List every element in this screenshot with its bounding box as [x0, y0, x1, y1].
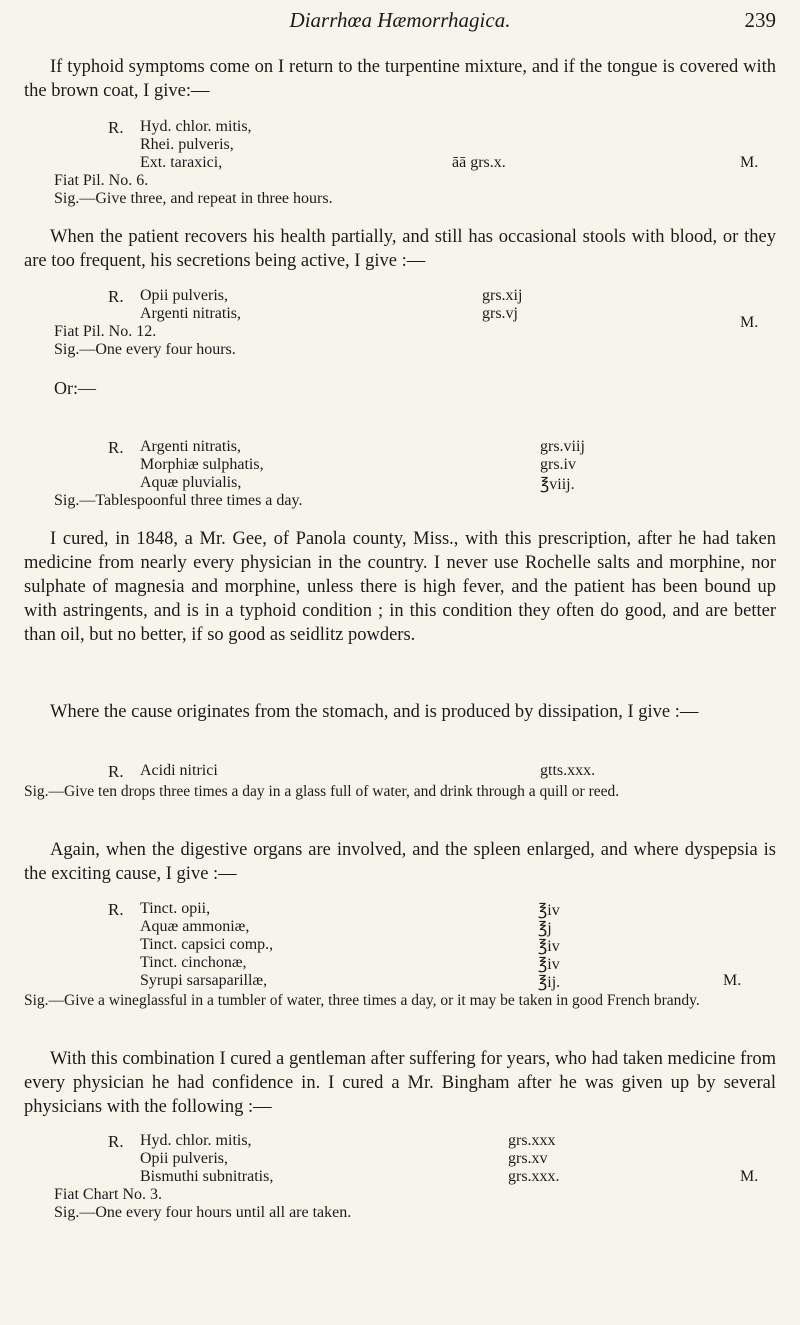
paragraph-4: Where the cause originates from the stomach, and is produced by dissipation, I give :— — [50, 702, 699, 722]
rx-fiat: Fiat Pil. No. 12. — [54, 323, 157, 340]
or-label: Or:— — [54, 378, 96, 398]
rx-dose: ℥ij. — [538, 974, 561, 991]
rx-dose: grs.viij — [540, 438, 585, 455]
rx-ingredient: Ext. taraxici, — [140, 154, 223, 171]
page-number: 239 — [744, 8, 776, 32]
rx-dose: gtts.xxx. — [540, 762, 596, 779]
rx-dose: āā grs.x. — [452, 154, 506, 171]
rx-symbol: R. — [108, 762, 124, 781]
running-header — [0, 8, 800, 38]
paragraph-5: Again, when the digestive organs are involved, and the spleen enlarged, and where dyspepsia is the exciting cause, I give :— — [24, 840, 776, 884]
rx-dose: grs.vj — [482, 305, 518, 322]
rx-symbol: R. — [108, 1132, 124, 1151]
running-title: Diarrhœa Hæmorrhagica. — [289, 8, 511, 32]
rx-mix-mark: M. — [740, 154, 759, 171]
rx-dose: ℥iv — [538, 902, 560, 919]
rx-dose: ℥iv — [538, 956, 560, 973]
rx-symbol: R. — [108, 900, 124, 919]
rx-dose: ℥j — [538, 920, 552, 937]
rx-dose: grs.iv — [540, 456, 576, 473]
paragraph-2: When the patient recovers his health partially, and still has occasional stools with blood, or they are too frequent, his secretions being active, I give :— — [24, 227, 776, 271]
rx-symbol: R. — [108, 118, 124, 137]
rx-signa: Sig.—Give ten drops three times a day in a glass full of water, and drink through a quill or reed. — [24, 783, 620, 800]
rx-mix-mark: M. — [740, 314, 759, 331]
rx-ingredient: Bismuthi subnitratis, — [140, 1168, 274, 1185]
rx-ingredient: Tinct. cinchonæ, — [140, 954, 247, 971]
rx-ingredient: Syrupi sarsaparillæ, — [140, 972, 268, 989]
rx-dose: ℥iv — [538, 938, 560, 955]
rx-ingredient: Opii pulveris, — [140, 1150, 228, 1167]
paragraph-1: If typhoid symptoms come on I return to the turpentine mixture, and if the tongue is covered with the brown coat, I give:— — [24, 57, 776, 101]
rx-signa: Sig.—Tablespoonful three times a day. — [54, 492, 303, 509]
rx-ingredient: Hyd. chlor. mitis, — [140, 1132, 252, 1149]
rx-signa: Sig.—Give a wineglassful in a tumbler of water, three times a day, or it may be taken in good French brandy. — [24, 992, 700, 1009]
rx-fiat: Fiat Chart No. 3. — [54, 1186, 162, 1203]
rx-dose: grs.xij — [482, 287, 523, 304]
rx-ingredient: Tinct. capsici comp., — [140, 936, 274, 953]
rx-ingredient: Tinct. opii, — [140, 900, 211, 917]
rx-dose: grs.xv — [508, 1150, 548, 1167]
rx-ingredient: Argenti nitratis, — [140, 305, 242, 322]
rx-ingredient: Aquæ ammoniæ, — [140, 918, 250, 935]
rx-ingredient: Opii pulveris, — [140, 287, 228, 304]
rx-dose: grs.xxx — [508, 1132, 556, 1149]
rx-ingredient: Argenti nitratis, — [140, 438, 242, 455]
rx-signa: Sig.—One every four hours until all are taken. — [54, 1204, 352, 1221]
rx-ingredient: Acidi nitrici — [140, 762, 218, 779]
rx-ingredient: Aquæ pluvialis, — [140, 474, 242, 491]
paragraph-3: I cured, in 1848, a Mr. Gee, of Panola county, Miss., with this prescription, after he had taken medicine from nearly every physician in the country. I never use Rochelle salts and morphine, nor sulphate of magnesia and morphine, unless there is high fever, and the patient has been bound up with astringents, and is in a typhoid condition ; in this condition they often do good, and are better than oil, but no better, if so good as seidlitz powders. — [24, 529, 776, 645]
rx-signa: Sig.—One every four hours. — [54, 341, 236, 358]
rx-ingredient: Morphiæ sulphatis, — [140, 456, 264, 473]
paragraph-6: With this combination I cured a gentleman after suffering for years, who had taken medicine from every physician he had confidence in. I cured a Mr. Bingham after he was given up by several physicians with the following :— — [24, 1049, 776, 1117]
rx-mix-mark: M. — [740, 1168, 759, 1185]
rx-ingredient: Rhei. pulveris, — [140, 136, 234, 153]
rx-mix-mark: M. — [723, 972, 742, 989]
rx-dose: grs.xxx. — [508, 1168, 560, 1185]
rx-dose: ℥viij. — [540, 476, 575, 493]
rx-signa: Sig.—Give three, and repeat in three hours. — [54, 190, 333, 207]
rx-symbol: R. — [108, 287, 124, 306]
rx-fiat: Fiat Pil. No. 6. — [54, 172, 149, 189]
rx-symbol: R. — [108, 438, 124, 457]
rx-ingredient: Hyd. chlor. mitis, — [140, 118, 252, 135]
